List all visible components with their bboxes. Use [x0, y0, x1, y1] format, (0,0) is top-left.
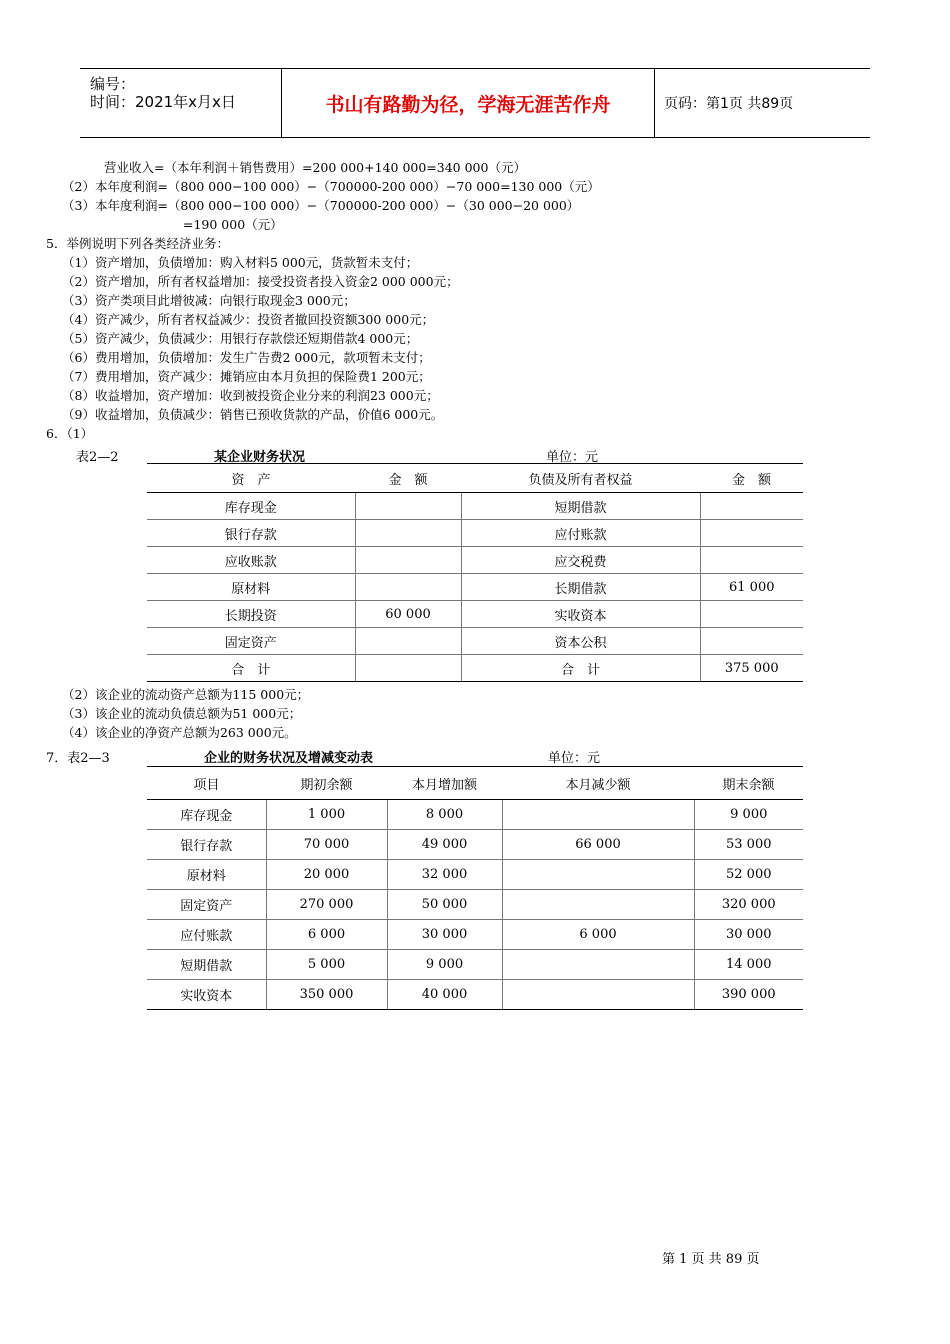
text-line: （2）本年度利润=（800 000−100 000）−（700000-200 000）−70 000=130 000（元） [62, 179, 600, 194]
table-cell: 61 000 [700, 574, 803, 601]
table-cell: 375 000 [700, 655, 803, 682]
table-total-row [147, 655, 803, 682]
column-header: 资 产 [147, 464, 355, 493]
table-cell [355, 628, 461, 655]
table-cell: 实收资本 [147, 980, 266, 1010]
table-cell [700, 547, 803, 574]
column-header: 本月增加额 [387, 767, 502, 800]
text-line: （8）收益增加，资产增加：收到被投资企业分来的利润23 000元； [62, 388, 439, 403]
table-row [147, 574, 803, 601]
table-cell: 长期投资 [147, 601, 355, 628]
table-cell: 应交税费 [461, 547, 700, 574]
table-row [147, 800, 803, 830]
table-cell: 6 000 [266, 920, 387, 950]
balance-table [147, 463, 803, 682]
table-cell: 固定资产 [147, 628, 355, 655]
table-cell: 短期借款 [147, 950, 266, 980]
table-cell: 应收账款 [147, 547, 355, 574]
text-line: （2）资产增加，所有者权益增加：接受投资者投入资金2 000 000元； [62, 274, 459, 289]
table-cell: 长期借款 [461, 574, 700, 601]
text-line: （1）资产增加，负债增加：购入材料5 000元，货款暂未支付； [62, 255, 419, 270]
table-cell: 52 000 [694, 860, 803, 890]
table-cell [355, 574, 461, 601]
table-cell: 40 000 [387, 980, 502, 1010]
table-cell [502, 890, 694, 920]
table-cell: 1 000 [266, 800, 387, 830]
table-cell [502, 800, 694, 830]
header-motto: 书山有路勤为径，学海无涯苦作舟 [281, 69, 655, 137]
table-cell: 9 000 [694, 800, 803, 830]
table-cell: 银行存款 [147, 520, 355, 547]
table-cell: 390 000 [694, 980, 803, 1010]
table-cell: 30 000 [387, 920, 502, 950]
table22-label: 表2—2 [76, 450, 119, 465]
text-line: （6）费用增加，负债增加：发生广告费2 000元，款项暂未支付； [62, 350, 431, 365]
table-cell [355, 655, 461, 682]
table-cell: 70 000 [266, 830, 387, 860]
document-date: 时间：2021年x月x日 [90, 93, 236, 111]
column-header: 期末余额 [694, 767, 803, 800]
table-row [147, 830, 803, 860]
text-line: 5．举例说明下列各类经济业务： [46, 236, 229, 251]
table-cell: 资本公积 [461, 628, 700, 655]
table-cell: 320 000 [694, 890, 803, 920]
table-cell: 短期借款 [461, 493, 700, 520]
table-cell: 20 000 [266, 860, 387, 890]
table-cell: 32 000 [387, 860, 502, 890]
table-cell: 原材料 [147, 574, 355, 601]
table-row [147, 920, 803, 950]
table-cell [355, 493, 461, 520]
table-row [147, 950, 803, 980]
table23-title: 企业的财务状况及增减变动表 [204, 751, 374, 766]
table-cell: 原材料 [147, 860, 266, 890]
text-line: （4）该企业的净资产总额为263 000元。 [62, 725, 297, 740]
table23-unit: 单位：元 [548, 751, 601, 766]
table-cell [700, 628, 803, 655]
table-cell: 8 000 [387, 800, 502, 830]
column-header: 本月减少额 [502, 767, 694, 800]
text-line: （2）该企业的流动资产总额为115 000元； [62, 687, 310, 702]
table-cell: 270 000 [266, 890, 387, 920]
table-cell: 350 000 [266, 980, 387, 1010]
header-meta [80, 69, 281, 137]
table-cell [355, 547, 461, 574]
change-table [147, 766, 803, 1010]
table-cell: 固定资产 [147, 890, 266, 920]
table-cell: 9 000 [387, 950, 502, 980]
table-header-row [147, 767, 803, 800]
table-row [147, 980, 803, 1010]
text-line: =190 000（元） [183, 217, 283, 232]
column-header: 金 额 [700, 464, 803, 493]
table-cell: 库存现金 [147, 800, 266, 830]
table-row [147, 860, 803, 890]
table-cell [502, 860, 694, 890]
table-cell [502, 950, 694, 980]
table23-label: 7．表2—3 [46, 751, 110, 766]
table-cell: 合 计 [461, 655, 700, 682]
table-cell: 50 000 [387, 890, 502, 920]
document-number-label: 编号： [90, 75, 136, 93]
table-cell [700, 493, 803, 520]
text-line: 6．（1） [46, 426, 94, 441]
table-row [147, 628, 803, 655]
column-header: 期初余额 [266, 767, 387, 800]
table-cell: 14 000 [694, 950, 803, 980]
text-line: （3）该企业的流动负债总额为51 000元； [62, 706, 302, 721]
table-row [147, 601, 803, 628]
column-header: 金 额 [355, 464, 461, 493]
table-cell [700, 520, 803, 547]
table-row [147, 890, 803, 920]
table-cell: 66 000 [502, 830, 694, 860]
table-cell: 49 000 [387, 830, 502, 860]
text-line: （9）收益增加，负债减少：销售已预收货款的产品，价值6 000元。 [62, 407, 444, 422]
table-cell: 库存现金 [147, 493, 355, 520]
table-cell: 6 000 [502, 920, 694, 950]
table-cell: 银行存款 [147, 830, 266, 860]
column-header: 负债及所有者权益 [461, 464, 700, 493]
header-page-info: 页码：第1页 共89页 [664, 96, 794, 112]
table-cell: 实收资本 [461, 601, 700, 628]
text-line: （4）资产减少，所有者权益减少：投资者撤回投资额300 000元； [62, 312, 435, 327]
table-cell [355, 520, 461, 547]
table-cell: 60 000 [355, 601, 461, 628]
text-line: 营业收入=（本年利润＋销售费用）=200 000+140 000=340 000（元） [104, 160, 526, 175]
table-cell: 53 000 [694, 830, 803, 860]
table-cell [502, 980, 694, 1010]
table-row [147, 547, 803, 574]
table-header-row [147, 464, 803, 493]
table22-title: 某企业财务状况 [214, 450, 306, 465]
table-cell: 5 000 [266, 950, 387, 980]
text-line: （3）资产类项目此增彼减：向银行取现金3 000元； [62, 293, 356, 308]
table-row [147, 520, 803, 547]
table-cell: 应付账款 [147, 920, 266, 950]
column-header: 项目 [147, 767, 266, 800]
table22-unit: 单位：元 [546, 450, 599, 465]
table-cell: 合 计 [147, 655, 355, 682]
table-cell: 应付账款 [461, 520, 700, 547]
table-row [147, 493, 803, 520]
text-line: （7）费用增加，资产减少：摊销应由本月负担的保险费1 200元； [62, 369, 431, 384]
text-line: （5）资产减少，负债减少：用银行存款偿还短期借款4 000元； [62, 331, 419, 346]
page-footer: 第 1 页 共 89 页 [662, 1252, 760, 1267]
page-header [80, 68, 870, 138]
table-cell: 30 000 [694, 920, 803, 950]
text-line: （3）本年度利润=（800 000−100 000）−（700000-200 000）−（30 000−20 000） [62, 198, 580, 213]
table-cell [700, 601, 803, 628]
